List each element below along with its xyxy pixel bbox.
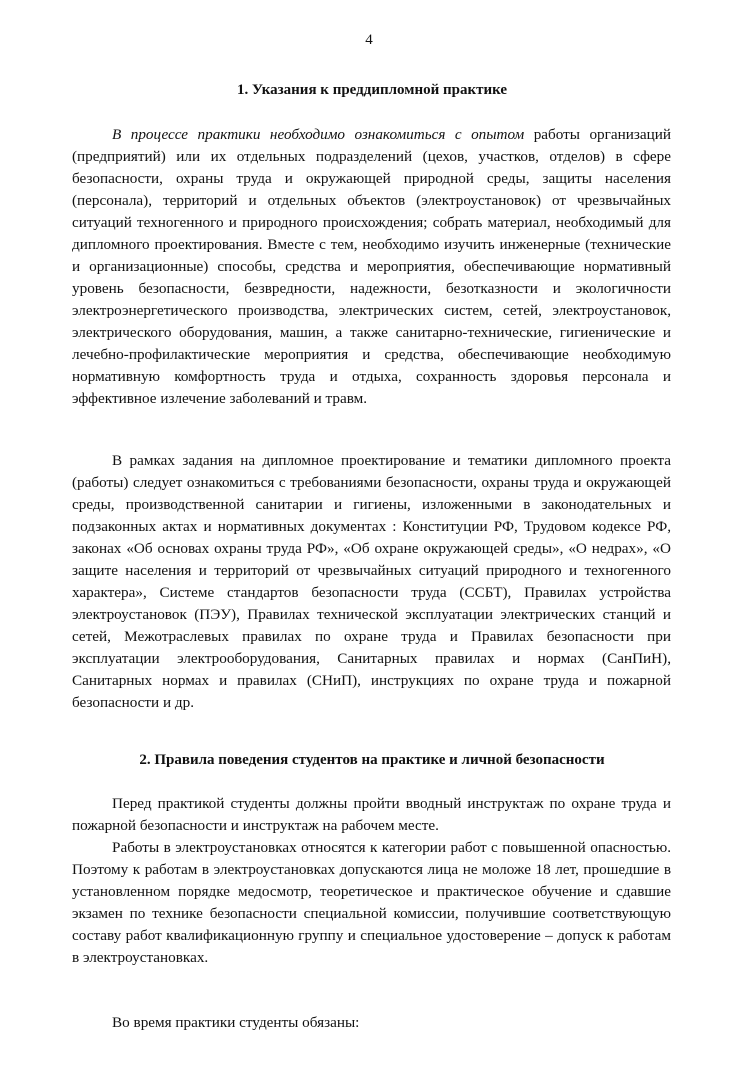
section-2-paragraph-3: Во время практики студенты обязаны: <box>112 1014 360 1031</box>
section-2-heading: 2. Правила поведения студентов на практике и личной безопасности <box>139 752 605 768</box>
section-1-paragraph-1-rest: работы организаций (предприятий) или их отдельных подразделений (цехов, участков, отделов) в сфере безопасности, охраны труда и окружающей природной среды, защиты населения (персонала), территорий и отдельных объектов (электроустановок) от чрезвычайных ситуаций техногенного и природного происхождения; собрать материал, необходимый для дипломного проектирования. Вместе с тем, необходимо изучить инженерные (технические и организационные) способы, средства и мероприятия, обеспечивающие нормативный уровень безопасности, безвредности, надежности, безотказности и экологичности электроэнергетического производства, электрических систем, сетей, электроустановок, электрического оборудования, машин, а также санитарно-технические, гигиенические и лечебно-профилактические мероприятия и средства, обеспечивающие необходимую нормативную комфортность труда и отдыха, сохранность здоровья персонала и эффективное излечение заболеваний и травм. <box>72 126 671 407</box>
section-1-heading: 1. Указания к преддипломной практике <box>236 82 508 98</box>
section-1-paragraph-2: В рамках задания на дипломное проектирование и тематики дипломного проекта (работы) следует ознакомиться с требованиями безопасности, охраны труда и окружающей среды, производственной санитарии и гигиены, изложенными в законодательных и подзаконных актах и нормативных документах : Конституции РФ, Трудовом кодексе РФ, законах «Об основах охраны труда РФ», «Об охране окружающей среды», «О недрах», «О защите населения и территорий от чрезвычайных ситуаций природного и техногенного характера», Системе стандартов безопасности труда (ССБТ), Правилах устройства электроустановок (ПЭУ), Правилах технической эксплуатации электрических станций и сетей, Межотраслевых правилах по охране труда и Правилах безопасности при эксплуатации электрооборудования, Санитарных правилах и нормах (СанПиН), Санитарных нормах и правилах (СНиП), инструкциях по охране труда и пожарной безопасности и др. <box>72 452 671 711</box>
section-2-paragraph-2: Работы в электроустановках относятся к категории работ с повышенной опасностью. Поэтому к работам в электроустановках допускаются лица не моложе 18 лет, прошедшие в установленном порядке медосмотр, теоретическое и практическое обучение и сдавшие экзамен по технике безопасности специальной комиссии, получившие соответствующую составу работ квалификационную группу и специальное удостоверение – допуск к работам в электроустановках. <box>72 839 671 966</box>
section-1-paragraph-1-lead: В процессе практики необходимо ознакомиться с опытом <box>112 126 525 143</box>
page-number: 4 <box>365 32 373 48</box>
section-1-paragraph-1 <box>72 124 671 410</box>
section-2-paragraph-1: Перед практикой студенты должны пройти вводный инструктаж по охране труда и пожарной безопасности и инструктаж на рабочем месте. <box>72 795 671 834</box>
